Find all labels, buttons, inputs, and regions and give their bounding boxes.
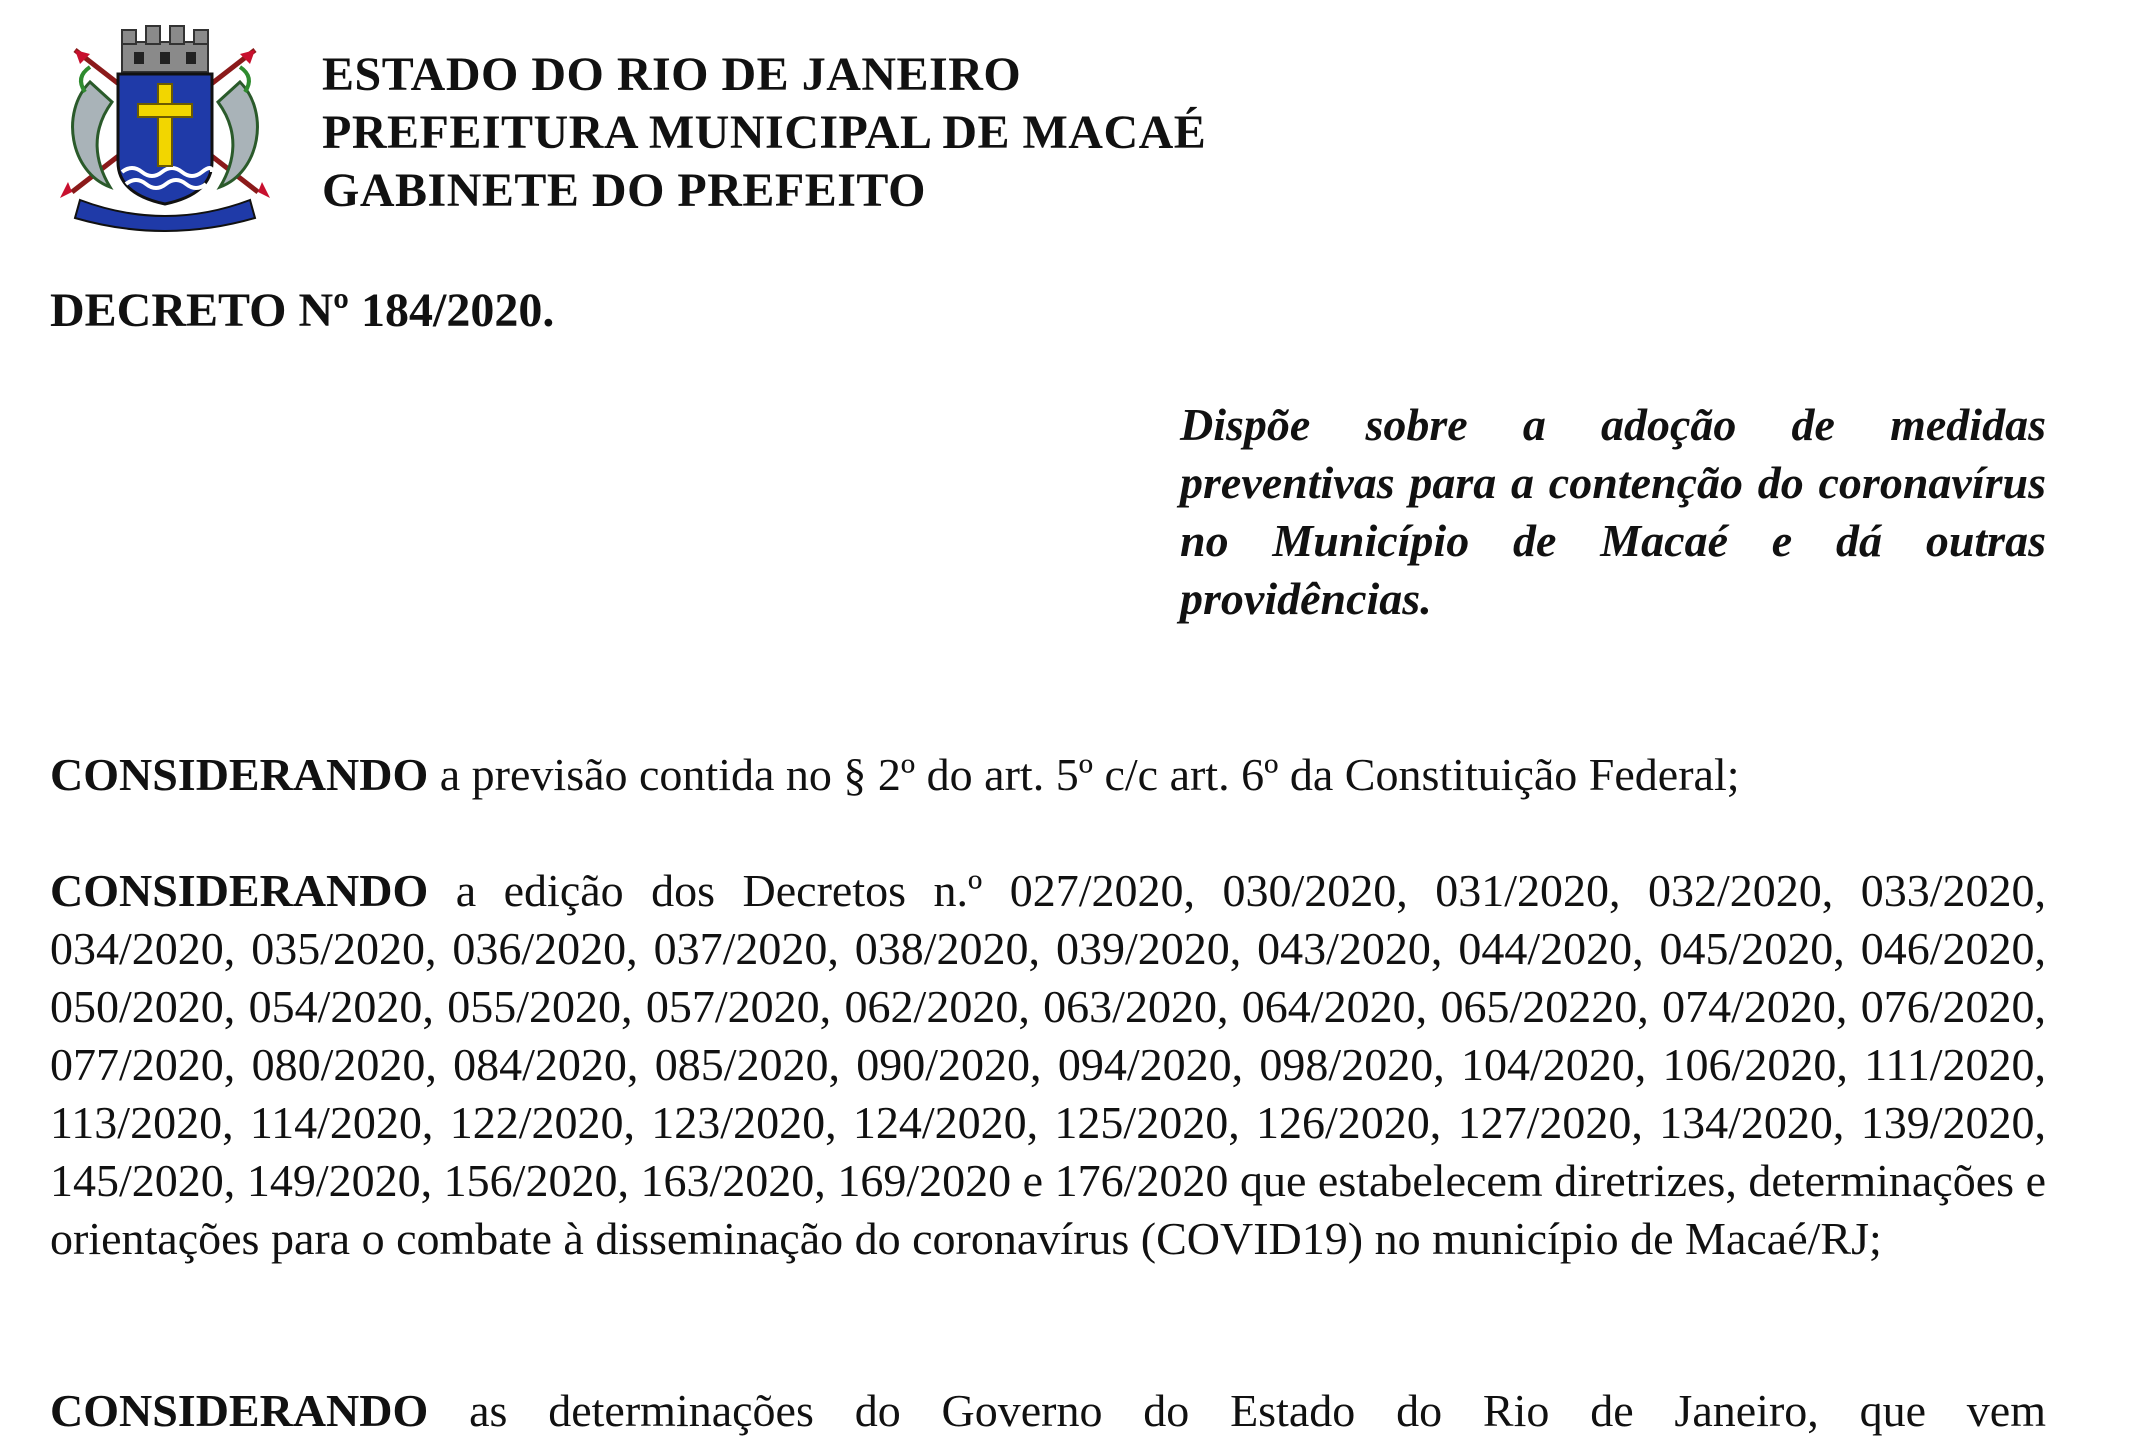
- coat-of-arms-icon: [50, 22, 280, 232]
- consideration-2: [50, 862, 2046, 1268]
- header-state: ESTADO DO RIO DE JANEIRO: [322, 48, 1022, 101]
- consideration-text: a edição dos Decretos n.º 027/2020, 030/2020, 031/2020, 032/2020, 033/2020, 034/2020, 035/2020, 036/2020, 037/2020, 038/2020, 039/2020, 043/2020, 044/2020, 045/2020, 046/2020, 050/2020, 054/2020, 055/2020, 057/2020, 062/2020, 063/2020, 064/2020, 065/20220, 074/2020, 076/2020, 077/2020, 080/2020, 084/2020, 085/2020, 090/2020, 094/2020, 098/2020, 104/2020, 106/2020, 111/2020, 113/2020, 114/2020, 122/2020, 123/2020, 124/2020, 125/2020, 126/2020, 127/2020, 134/2020, 139/2020, 145/2020, 149/2020, 156/2020, 163/2020, 169/2020 e 176/2020 que estabelecem diretrizes, determinações e orientações para o combate à disseminação do coronavírus (COVID19) no município de Macaé/RJ;: [50, 865, 2047, 1264]
- header-prefecture: PREFEITURA MUNICIPAL DE MACAÉ: [322, 106, 1207, 159]
- consideration-keyword: CONSIDERANDO: [50, 865, 429, 916]
- decree-summary: Dispõe sobre a adoção de medidas preventivas para a contenção do coronavírus no Município de Macaé e dá outras providências.: [1180, 399, 2046, 624]
- consideration-1: [50, 746, 2046, 804]
- consideration-text: a previsão contida no § 2º do art. 5º c/c art. 6º da Constituição Federal;: [439, 749, 1740, 800]
- consideration-3: [50, 1382, 2046, 1440]
- decree-title: DECRETO Nº 184/2020.: [50, 284, 555, 337]
- header-office: GABINETE DO PREFEITO: [322, 164, 926, 217]
- consideration-text: as determinações do Governo do Estado do Rio de Janeiro, que vem: [469, 1385, 2047, 1436]
- letterhead: [322, 46, 1206, 220]
- consideration-keyword: CONSIDERANDO: [50, 749, 429, 800]
- consideration-keyword: CONSIDERANDO: [50, 1385, 429, 1436]
